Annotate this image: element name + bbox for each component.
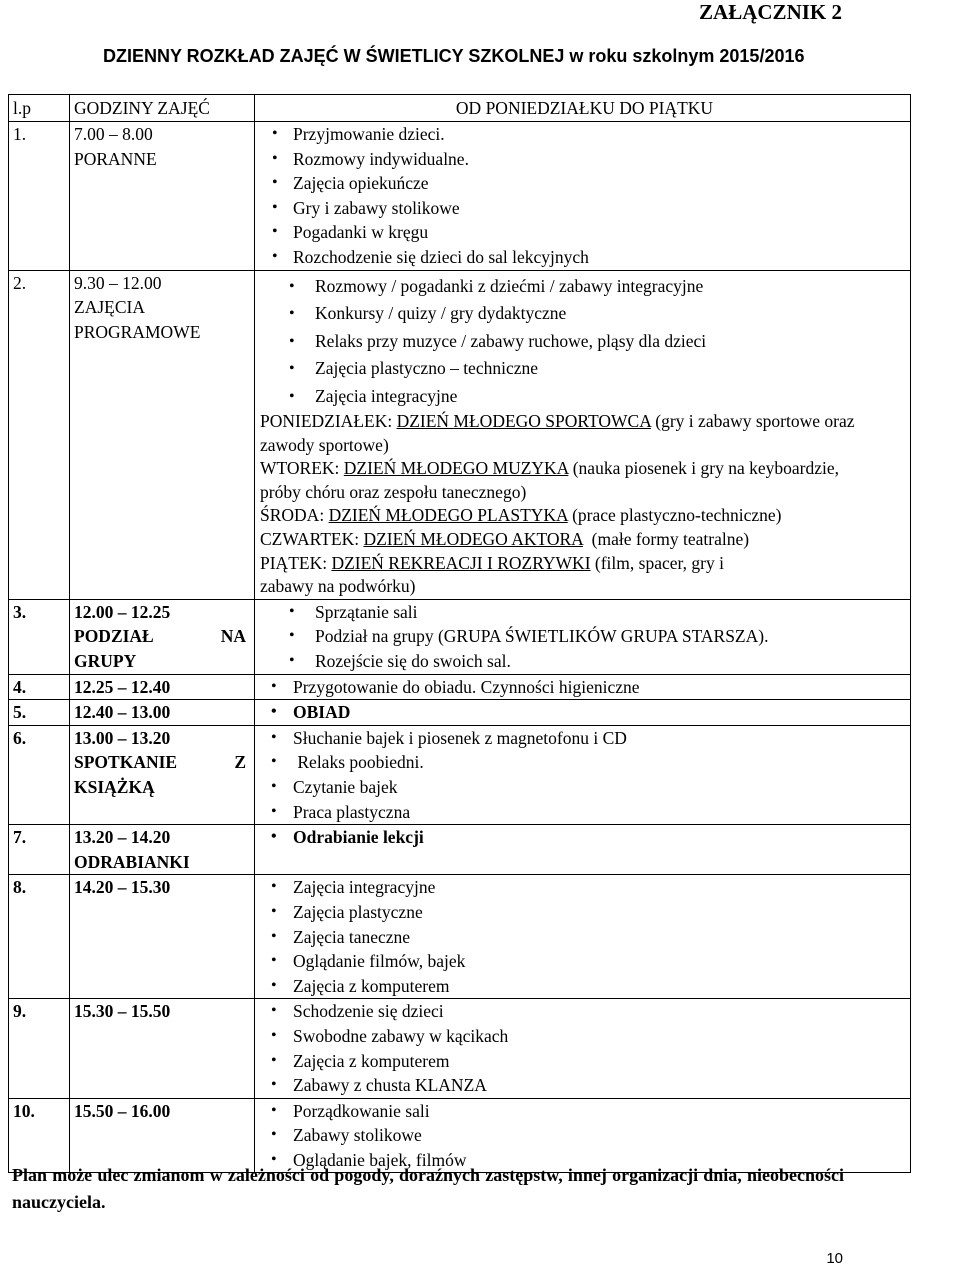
table-row: [9, 700, 911, 726]
row-activities: [255, 725, 911, 824]
list-item: • Oglądanie bajek, filmów: [259, 1148, 910, 1173]
list-item: • Podział na grupy (GRUPA ŚWIETLIKÓW GRUPA STARSZA).: [259, 624, 910, 649]
list-item: • Przyjmowanie dzieci.: [259, 122, 910, 147]
document-title: DZIENNY ROZKŁAD ZAJĘĆ W ŚWIETLICY SZKOLNEJ w roku szkolnym 2015/2016: [103, 46, 805, 66]
row-number: 6.: [9, 725, 70, 824]
list-item: • Rozchodzenie się dzieci do sal lekcyjnych: [259, 245, 910, 270]
row-time: 13.20 – 14.20 ODRABIANKI: [70, 825, 255, 875]
table-row: [9, 122, 911, 271]
list-item: • Zabawy stolikowe: [259, 1123, 910, 1148]
header-time: GODZINY ZAJĘĆ: [70, 95, 255, 122]
table-row: [9, 825, 911, 875]
table-row: [9, 674, 911, 700]
list-item: • Konkursy / quizy / gry dydaktyczne: [259, 300, 910, 328]
list-item: • Zajęcia integracyjne: [259, 875, 910, 900]
list-item: • Zajęcia opiekuńcze: [259, 171, 910, 196]
row-time: 12.40 – 13.00: [70, 700, 255, 726]
list-item: • Zajęcia taneczne: [259, 925, 910, 950]
list-item: • Schodzenie się dzieci: [259, 999, 910, 1024]
row-number: 10.: [9, 1098, 70, 1173]
row-activities: [255, 122, 911, 271]
table-row: [9, 725, 911, 824]
list-item: • Swobodne zabawy w kącikach: [259, 1024, 910, 1049]
day-friday: PIĄTEK: DZIEŃ REKREACJI I ROZRYWKI (film, spacer, gry i: [260, 552, 724, 573]
day-tuesday-cont: próby chóru oraz zespołu tanecznego): [260, 481, 527, 502]
list-item: • Rozmowy indywidualne.: [259, 147, 910, 172]
row-time: 15.30 – 15.50: [70, 999, 255, 1098]
list-item: • Zajęcia integracyjne: [259, 383, 910, 411]
list-item: • Zajęcia plastyczne: [259, 900, 910, 925]
table-header-row: [9, 95, 911, 122]
row-activities: [255, 875, 911, 999]
list-item: • Zabawy z chusta KLANZA: [259, 1073, 910, 1098]
list-item: • Praca plastyczna: [259, 800, 910, 825]
row-activities: [255, 599, 911, 674]
list-item: • Gry i zabawy stolikowe: [259, 196, 910, 221]
list-item: • Zajęcia z komputerem: [259, 1049, 910, 1074]
row-number: 3.: [9, 599, 70, 674]
annex-label: ZAŁĄCZNIK 2: [699, 0, 842, 24]
list-item: • Sprzątanie sali: [259, 600, 910, 625]
day-tuesday: WTOREK: DZIEŃ MŁODEGO MUZYKA (nauka piosenek i gry na keyboardzie,: [260, 458, 840, 479]
day-thursday: CZWARTEK: DZIEŃ MŁODEGO AKTORA (małe formy teatralne): [260, 529, 750, 550]
row-time: 12.00 – 12.25 PODZIAŁ NA GRUPY: [70, 599, 255, 674]
row-activities: [255, 999, 911, 1098]
list-item: • Rozmowy / pogadanki z dziećmi / zabawy integracyjne: [259, 273, 910, 301]
list-item: • Czytanie bajek: [259, 775, 910, 800]
row-time: 12.25 – 12.40: [70, 674, 255, 700]
row-number: 4.: [9, 674, 70, 700]
list-item: • Porządkowanie sali: [259, 1099, 910, 1124]
list-item: • Odrabianie lekcji: [259, 825, 910, 850]
list-item: • OBIAD: [259, 700, 910, 725]
list-item: • Słuchanie bajek i piosenek z magnetofonu i CD: [259, 726, 910, 751]
row-time: 7.00 – 8.00 PORANNE: [70, 122, 255, 271]
day-monday: PONIEDZIAŁEK: DZIEŃ MŁODEGO SPORTOWCA (gry i zabawy sportowe oraz: [260, 411, 855, 432]
day-friday-cont: zabawy na podwórku): [260, 576, 416, 597]
row-time: 9.30 – 12.00 ZAJĘCIA PROGRAMOWE: [70, 270, 255, 599]
row-time: 15.50 – 16.00: [70, 1098, 255, 1173]
row-number: 9.: [9, 999, 70, 1098]
day-monday-cont: zawody sportowe): [260, 434, 389, 455]
row-activities: [255, 674, 911, 700]
list-item: • Relaks poobiedni.: [259, 750, 910, 775]
page-number: 10: [826, 1250, 843, 1267]
header-activities: OD PONIEDZIAŁKU DO PIĄTKU: [255, 95, 911, 122]
list-item: • Pogadanki w kręgu: [259, 220, 910, 245]
row-activities: [255, 825, 911, 875]
list-item: • Zajęcia plastyczno – techniczne: [259, 355, 910, 383]
table-row: [9, 999, 911, 1098]
footnote: Plan może ulec zmianom w zależności od pogody, doraźnych zastępstw, innej organizacji dnia, nieobecności nauczyciela.: [12, 1165, 844, 1212]
row-number: 1.: [9, 122, 70, 271]
row-activities: [255, 700, 911, 726]
weekday-themes: [259, 410, 910, 599]
table-row: [9, 599, 911, 674]
row-number: 8.: [9, 875, 70, 999]
list-item: • Rozejście się do swoich sal.: [259, 649, 910, 674]
table-row: [9, 875, 911, 999]
list-item: • Relaks przy muzyce / zabawy ruchowe, pląsy dla dzieci: [259, 328, 910, 356]
row-time: 13.00 – 13.20 SPOTKANIE Z KSIĄŻKĄ: [70, 725, 255, 824]
row-time: 14.20 – 15.30: [70, 875, 255, 999]
row-number: 5.: [9, 700, 70, 726]
row-number: 7.: [9, 825, 70, 875]
row-number: 2.: [9, 270, 70, 599]
list-item: • Oglądanie filmów, bajek: [259, 949, 910, 974]
table-row: [9, 270, 911, 599]
schedule-table: [8, 94, 911, 1173]
day-wednesday: ŚRODA: DZIEŃ MŁODEGO PLASTYKA (prace plastyczno-techniczne): [260, 505, 782, 526]
list-item: • Zajęcia z komputerem: [259, 974, 910, 999]
row-activities: [255, 270, 911, 599]
list-item: • Przygotowanie do obiadu. Czynności higieniczne: [259, 675, 910, 700]
header-no: l.p: [9, 95, 70, 122]
